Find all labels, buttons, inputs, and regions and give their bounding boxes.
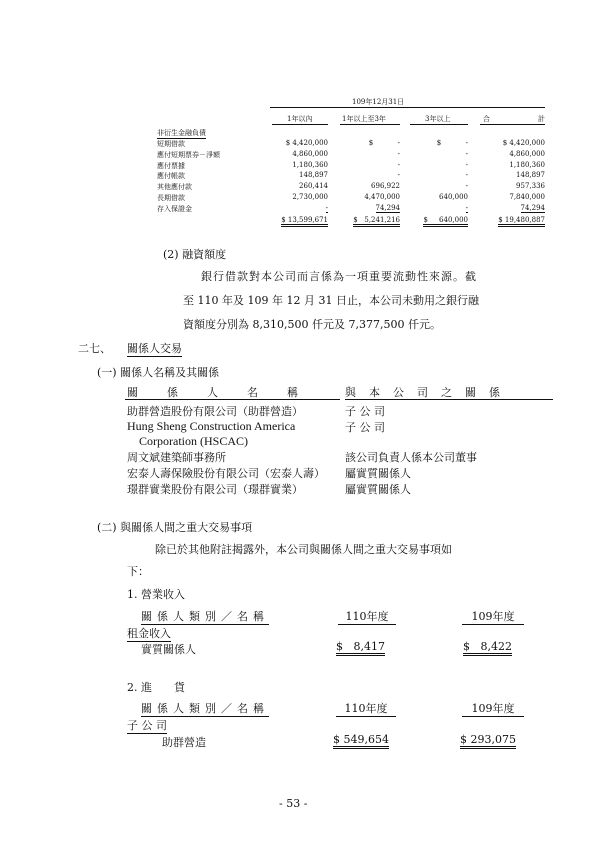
table-cell-1-to-3yr: 4,470,000 — [364, 193, 400, 201]
table-total-total: $ 19,480,887 — [498, 216, 545, 227]
rel-header-relation: 與本公司之關係 — [345, 386, 513, 399]
table-row-label: 長期借款 — [157, 194, 185, 202]
table-row-label: 應付短期票券－淨額 — [157, 150, 220, 159]
table-cell-over-3yr: $ - — [436, 139, 468, 147]
table-cell-1-to-3yr: - — [397, 160, 400, 169]
table-total-1-to-3yr: $ 5,241,216 — [353, 216, 400, 227]
table-cell-1-to-3yr: 696,922 — [371, 182, 400, 191]
table-cell-within-1yr: $ 4,420,000 — [285, 139, 328, 147]
table-section-title: 非衍生金融負債 — [157, 129, 206, 137]
col-header-1-to-3yr: 1年以上至3年 — [342, 115, 386, 123]
purchase-value-109: $ 293,075 — [460, 733, 516, 749]
relation-type: 屬實質關係人 — [345, 483, 411, 496]
relation-party-name: 璟群實業股份有限公司（璟群實業） — [127, 483, 303, 496]
revenue-row-label: 實質關係人 — [141, 643, 196, 656]
table-cell-total: $ 4,420,000 — [502, 139, 545, 147]
table-cell-within-1yr: 2,730,000 — [292, 193, 328, 201]
col-header-within-1yr: 1年以內 — [287, 115, 313, 123]
table-cell-within-1yr: 260,414 — [299, 182, 328, 191]
table-cell-over-3yr: - — [465, 171, 468, 180]
table-cell-over-3yr: 640,000 — [439, 193, 468, 201]
table-row-label: 應付帳款 — [157, 172, 185, 181]
purchase-row-label: 助群營造 — [162, 736, 206, 749]
subsection-2-heading: (二) 與關係人間之重大交易事項 — [97, 521, 253, 534]
revenue-year-109: 109年度 — [462, 608, 524, 625]
revenue-col-label: 關係人類別／名稱 — [141, 610, 269, 623]
table-row-label: 短期借款 — [157, 140, 185, 148]
table-cell-total: 4,860,000 — [509, 149, 545, 158]
table-cell-1-to-3yr: - — [397, 171, 400, 180]
col-underline-3 — [410, 124, 468, 125]
table-cell-1-to-3yr: 74,294 — [375, 203, 400, 212]
purchase-heading: 2. 進 貨 — [127, 681, 185, 694]
table-cell-total: 148,897 — [516, 171, 545, 180]
subsection-2-para-line2: 下： — [127, 565, 149, 578]
relation-type: 屬實質關係人 — [345, 467, 411, 480]
subsection-1-heading: (一) 關係人名稱及其關係 — [97, 366, 220, 379]
table-cell-over-3yr: - — [465, 149, 468, 158]
table-cell-within-1yr: 4,860,000 — [292, 149, 328, 158]
revenue-value-109: $ 8,422 — [463, 640, 512, 656]
table-cell-within-1yr: 1,180,360 — [292, 160, 328, 169]
purchase-col-label: 關係人類別／名稱 — [141, 702, 269, 715]
financing-para-line1: 銀行借款對本公司而言係為一項重要流動性來源。截 — [201, 270, 477, 283]
section-number: 二七、 — [78, 342, 111, 355]
table-cell-total: 957,336 — [516, 182, 545, 191]
relation-party-name: 周文斌建築師事務所 — [127, 451, 226, 464]
table-cell-over-3yr: - — [465, 160, 468, 169]
purchase-year-110: 110年度 — [336, 700, 396, 717]
col-header-total-1: 合 — [483, 115, 490, 123]
table-cell-1-to-3yr: $ - — [368, 139, 400, 147]
purchase-value-110: $ 549,654 — [333, 733, 389, 749]
table-cell-within-1yr: - — [325, 203, 328, 212]
table-row-label: 應付票據 — [157, 161, 185, 170]
table-total-over-3yr: $ 640,000 — [423, 216, 468, 227]
relation-party-name: Corporation (HSCAC) — [139, 434, 248, 448]
relation-party-name: Hung Sheng Construction America — [127, 419, 296, 433]
table-total-within-1yr: $ 13,599,671 — [281, 216, 328, 227]
date-underline — [270, 107, 545, 108]
relation-type: 該公司負責人係本公司董事 — [345, 451, 477, 464]
table-cell-total: 74,294 — [520, 203, 545, 212]
col-underline-2 — [340, 124, 400, 125]
col-header-over-3yr: 3年以上 — [425, 115, 451, 123]
relation-type: 子 公 司 — [345, 405, 385, 418]
revenue-category: 租金收入 — [127, 627, 171, 640]
col-header-total-2: 計 — [538, 115, 545, 123]
table-cell-total: 7,840,000 — [509, 193, 545, 201]
col-underline-4 — [480, 124, 545, 125]
relation-party-name: 宏泰人壽保險股份有限公司（宏泰人壽） — [127, 467, 325, 480]
revenue-heading: 1. 營業收入 — [127, 588, 185, 601]
rel-header-underline — [125, 399, 340, 400]
subsection-2-para-line1: 除已於其他附註揭露外，本公司與關係人間之重大交易事項如 — [155, 543, 452, 556]
financing-heading: (2) 融資額度 — [163, 248, 227, 261]
table-cell-total: 1,180,360 — [509, 160, 545, 169]
table-row-label: 存入保證金 — [157, 204, 192, 213]
table-date-header: 109年12月31日 — [352, 98, 405, 106]
financing-para-line2: 至 110 年及 109 年 12 月 31 日止，本公司未動用之銀行融 — [183, 294, 479, 307]
table-cell-over-3yr: - — [465, 182, 468, 191]
purchase-year-109: 109年度 — [462, 700, 524, 717]
table-row-label: 其他應付款 — [157, 183, 192, 192]
page-number: - 53 - — [279, 797, 308, 810]
relation-type: 子 公 司 — [345, 421, 385, 434]
section-title: 關係人交易 — [127, 342, 182, 355]
revenue-value-110: $ 8,417 — [336, 640, 385, 656]
table-cell-1-to-3yr: - — [397, 149, 400, 158]
rel-header-name: 關係人名稱 — [127, 386, 327, 399]
rel-header-underline-2 — [345, 399, 553, 400]
relation-party-name: 助群營造股份有限公司（助群營造） — [127, 405, 303, 418]
col-underline-1 — [272, 124, 328, 125]
table-cell-over-3yr: - — [465, 203, 468, 212]
revenue-year-110: 110年度 — [338, 608, 396, 625]
financing-para-line3: 資額度分別為 8,310,500 仟元及 7,377,500 仟元。 — [183, 318, 441, 331]
purchase-category: 子 公 司 — [127, 719, 167, 732]
table-cell-within-1yr: 148,897 — [299, 171, 328, 180]
